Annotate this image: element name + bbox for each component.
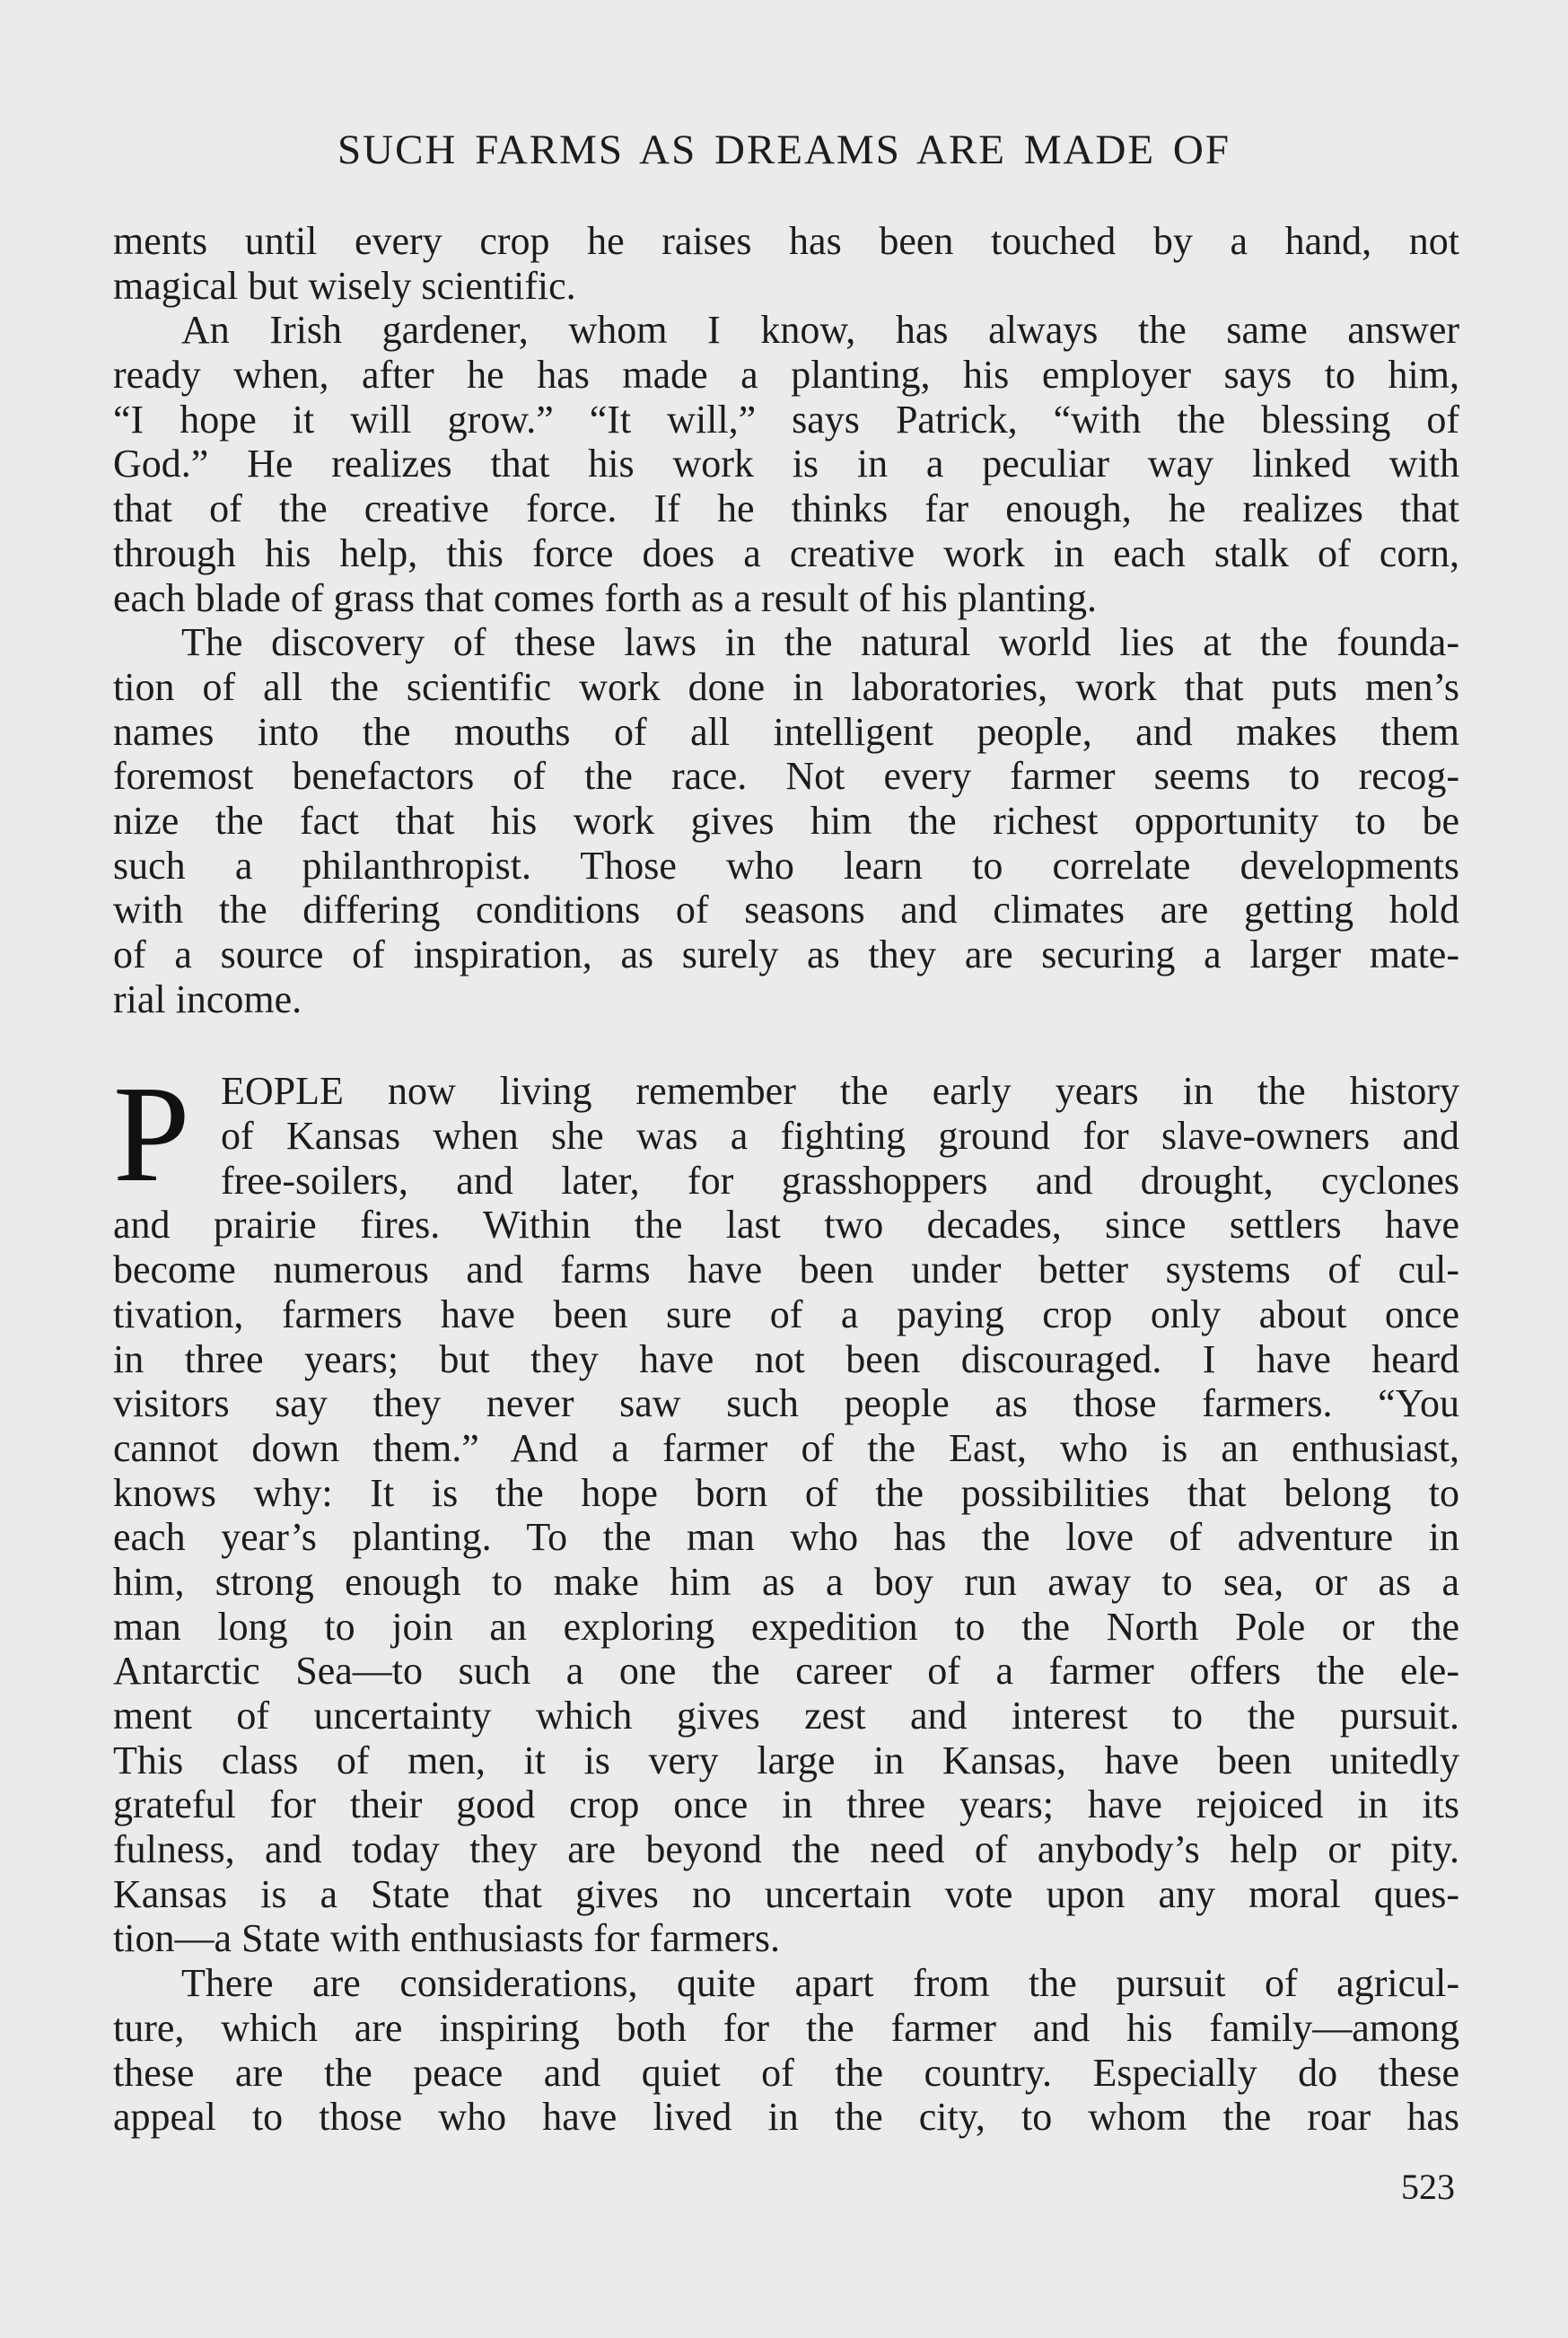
text-line: magical but wisely scientific. [113,263,576,308]
text-line: these are the peace and quiet of the country. Especially do these [113,2050,1459,2095]
body-text [113,219,1459,2140]
paragraph-5 [113,1961,1459,2140]
text-line: ment of uncertainty which gives zest and interest to the pursuit. [113,1694,1459,1738]
text-line: tion of all the scientific work done in laboratories, work that puts men’s [113,664,1459,709]
text-line: visitors say they never saw such people as those farmers. “You [113,1381,1459,1426]
text-line: with the differing conditions of seasons and climates are getting hold [113,888,1459,933]
text-line: free-soilers, and later, for grasshoppers and drought, cyclones [221,1158,1459,1203]
text-line: through his help, this force does a creative work in each stalk of corn, [113,530,1459,575]
text-line: Antarctic Sea—to such a one the career of a farmer offers the ele- [113,1649,1459,1694]
text-line: “I hope it will grow.” “It will,” says Patrick, “with the blessing of [113,397,1459,442]
paragraph-4 [113,1058,1459,1961]
text-line: appeal to those who have lived in the city, to whom the roar has [113,2095,1459,2140]
text-line: This class of men, it is very large in Kansas, have been unitedly [113,1738,1459,1782]
text-line: ments until every crop he raises has been touched by a hand, not [113,219,1459,263]
paragraph-1 [113,219,1459,308]
text-line: God.” He realizes that his work is in a peculiar way linked with [113,442,1459,486]
text-line: tion—a State with enthusiasts for farmers. [113,1916,780,1961]
text-line: An Irish gardener, whom I know, has always the same answer [181,308,1459,353]
text-line: of a source of inspiration, as surely as they are securing a larger mate- [113,933,1459,976]
text-line: such a philanthropist. Those who learn to correlate developments [113,843,1459,888]
running-head: SUCH FARMS AS DREAMS ARE MADE OF [337,127,1231,173]
section-break [113,1021,1459,1069]
page-number: 523 [1401,2167,1455,2207]
text-line: him, strong enough to make him as a boy run away to sea, or as a [113,1559,1459,1604]
text-line: Kansas is a State that gives no uncertain vote upon any moral ques- [113,1871,1459,1916]
text-line: knows why: It is the hope born of the possibilities that belong to [113,1470,1459,1515]
text-line: each blade of grass that comes forth as a result of his planting. [113,575,1098,620]
text-line: There are considerations, quite apart from the pursuit of agricul- [181,1961,1459,2006]
paragraph-2 [113,308,1459,620]
paragraph-3 [113,620,1459,1021]
text-line: ture, which are inspiring both for the farmer and his family—among [113,2005,1459,2050]
text-line: fulness, and today they are beyond the need of anybody’s help or pity. [113,1827,1459,1872]
text-line: man long to join an exploring expedition to the North Pole or the [113,1604,1459,1649]
text-line: of Kansas when she was a fighting ground for slave-owners and [221,1114,1459,1159]
text-line: become numerous and farms have been under better systems of cul- [113,1248,1459,1292]
text-line: names into the mouths of all intelligent people, and makes them [113,709,1459,754]
text-line: rial income. [113,976,302,1021]
text-line: each year’s planting. To the man who has the love of adventure in [113,1515,1459,1560]
text-line: The discovery of these laws in the natural world lies at the founda- [181,620,1459,665]
text-line: EOPLE now living remember the early years in the history [221,1069,1459,1114]
drop-cap: P [113,1058,190,1212]
text-line: cannot down them.” And a farmer of the East, who is an enthusiast, [113,1425,1459,1470]
text-line: tivation, farmers have been sure of a paying crop only about once [113,1292,1459,1336]
text-line: grateful for their good crop once in three years; have rejoiced in its [113,1782,1459,1827]
text-line: and prairie fires. Within the last two decades, since settlers have [113,1203,1459,1248]
text-line: ready when, after he has made a planting, his employer says to him, [113,353,1459,398]
text-line: nize the fact that his work gives him the richest opportunity to be [113,798,1459,843]
text-line: in three years; but they have not been discouraged. I have heard [113,1336,1459,1381]
text-line: that of the creative force. If he thinks far enough, he realizes that [113,486,1459,531]
text-line: foremost benefactors of the race. Not every farmer seems to recog- [113,754,1459,799]
